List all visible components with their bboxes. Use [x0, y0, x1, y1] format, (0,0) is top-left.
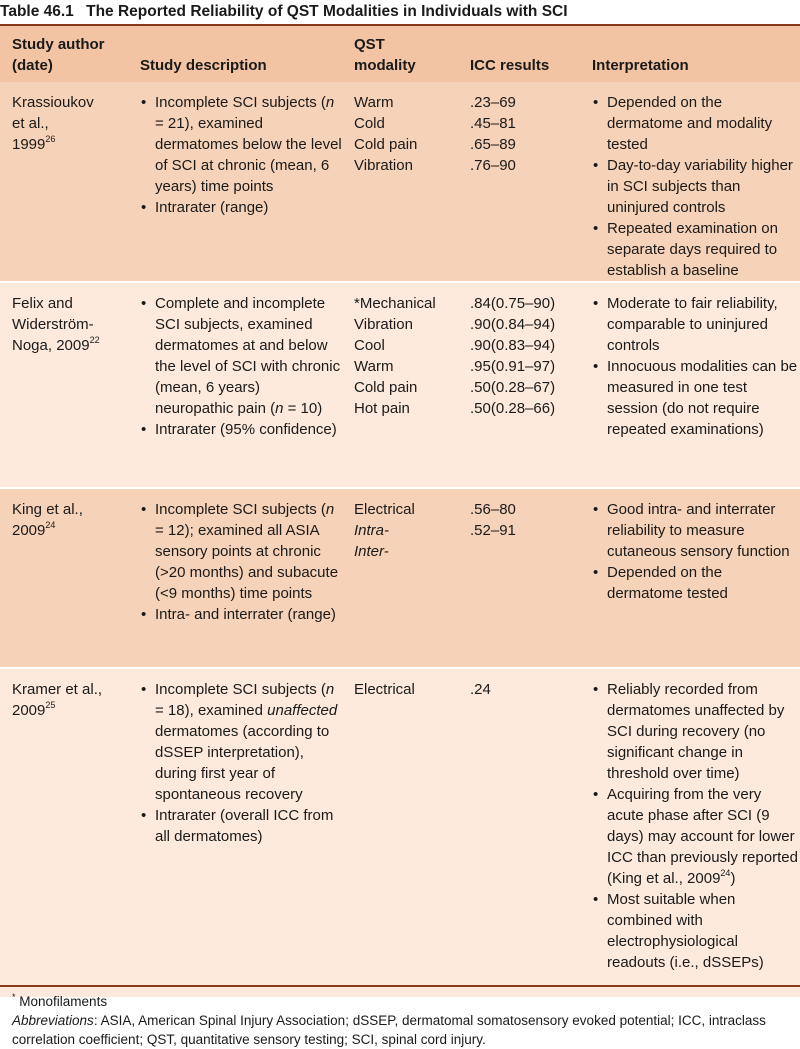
description-cell	[128, 282, 342, 488]
author-cell: Felix and Widerström- Noga, 2009$^{22}$	[0, 282, 128, 488]
icc-cell: .56–80 .52–91	[458, 488, 580, 668]
header-interpretation: Interpretation	[580, 26, 800, 82]
description-bullet: • Intra- and interrater (range)	[140, 604, 342, 625]
author-cell: King et al., 2009$^{24}$	[0, 488, 128, 668]
interpretation-cell	[580, 488, 800, 668]
interpretation-cell	[580, 282, 800, 488]
table-row	[0, 282, 800, 488]
interpretation-bullet: • Depended on the dermatome tested	[592, 562, 800, 604]
modality-cell: Electrical	[342, 668, 458, 998]
header-author: Study author (date)	[0, 26, 128, 82]
table-bottom-rule	[0, 985, 800, 987]
interpretation-cell	[580, 82, 800, 282]
footnote-mark: * Monofilaments	[12, 991, 108, 1009]
description-bullet: • Incomplete SCI subjects (n = 18), examined unaffected dermatomes (according to dSSEP interpretation), during first year of spontaneous recovery	[140, 679, 342, 805]
author-cell: Kramer et al., 2009$^{25}$	[0, 668, 128, 998]
footnote-abbreviations: Abbreviations: ASIA, American Spinal Injury Association; dSSEP, dermatomal somatosensory evoked potential; ICC, intraclass correlation coefficient; QST, quantitative sensory testing; SCI, spinal cord injury.	[12, 1013, 766, 1047]
modality-cell: Warm Cold Cold pain Vibration	[342, 82, 458, 282]
interpretation-bullet: • Reliably recorded from dermatomes unaffected by SCI during recovery (no significant change in threshold over time)	[592, 679, 800, 784]
icc-cell: .84(0.75–90) .90(0.84–94) .90(0.83–94) .95(0.91–97) .50(0.28–67) .50(0.28–66)	[458, 282, 580, 488]
table-row	[0, 82, 800, 282]
interpretation-bullet: • Innocuous modalities can be measured in one test session (do not require repeated examinations)	[592, 356, 800, 440]
interpretation-bullet: • Moderate to fair reliability, comparable to uninjured controls	[592, 293, 800, 356]
interpretation-bullet: • Depended on the dermatome and modality tested	[592, 92, 800, 155]
table-row	[0, 668, 800, 998]
table-title: The Reported Reliability of QST Modalities in Individuals with SCI	[86, 3, 568, 20]
interpretation-bullet: • Acquiring from the very acute phase after SCI (9 days) may account for lower ICC than previously reported (King et al., 2009$^{24}$)	[592, 784, 800, 889]
reliability-table	[0, 26, 800, 999]
description-cell	[128, 82, 342, 282]
table-row	[0, 488, 800, 668]
table-number: Table 46.1	[0, 3, 74, 20]
description-bullet: • Intrarater (range)	[140, 197, 342, 218]
interpretation-cell	[580, 668, 800, 998]
modality-cell: Electrical Intra- Inter-	[342, 488, 458, 668]
description-bullet: • Intrarater (overall ICC from all dermatomes)	[140, 805, 342, 847]
description-bullet: • Incomplete SCI subjects (n = 12); examined all ASIA sensory points at chronic (>20 months) and subacute (<9 months) time points	[140, 499, 342, 604]
header-description: Study description	[128, 26, 342, 82]
author-cell: Krassioukov et al., 1999$^{26}$	[0, 82, 128, 282]
interpretation-bullet: • Day-to-day variability higher in SCI subjects than uninjured controls	[592, 155, 800, 218]
interpretation-bullet: • Good intra- and interrater reliability to measure cutaneous sensory function	[592, 499, 800, 562]
description-bullet: • Intrarater (95% confidence)	[140, 419, 342, 440]
icc-cell: .23–69 .45–81 .65–89 .76–90	[458, 82, 580, 282]
table-caption	[0, 0, 800, 26]
description-cell	[128, 668, 342, 998]
description-cell	[128, 488, 342, 668]
interpretation-bullet: • Most suitable when combined with electrophysiological readouts (i.e., dSSEPs)	[592, 889, 800, 973]
description-bullet: • Incomplete SCI subjects (n = 21), examined dermatomes below the level of SCI at chronic (mean, 6 years) time points	[140, 92, 342, 197]
header-icc: ICC results	[458, 26, 580, 82]
interpretation-bullet: • Repeated examination on separate days required to establish a baseline	[592, 218, 800, 281]
description-bullet: • Complete and incomplete SCI subjects, examined dermatomes at and below the level of SCI with chronic (mean, 6 years) neuropathic pain (n = 10)	[140, 293, 342, 419]
header-row	[0, 26, 800, 82]
header-modality: QST modality	[342, 26, 458, 82]
icc-cell: .24	[458, 668, 580, 998]
modality-cell: *Mechanical Vibration Cool Warm Cold pain Hot pain	[342, 282, 458, 488]
